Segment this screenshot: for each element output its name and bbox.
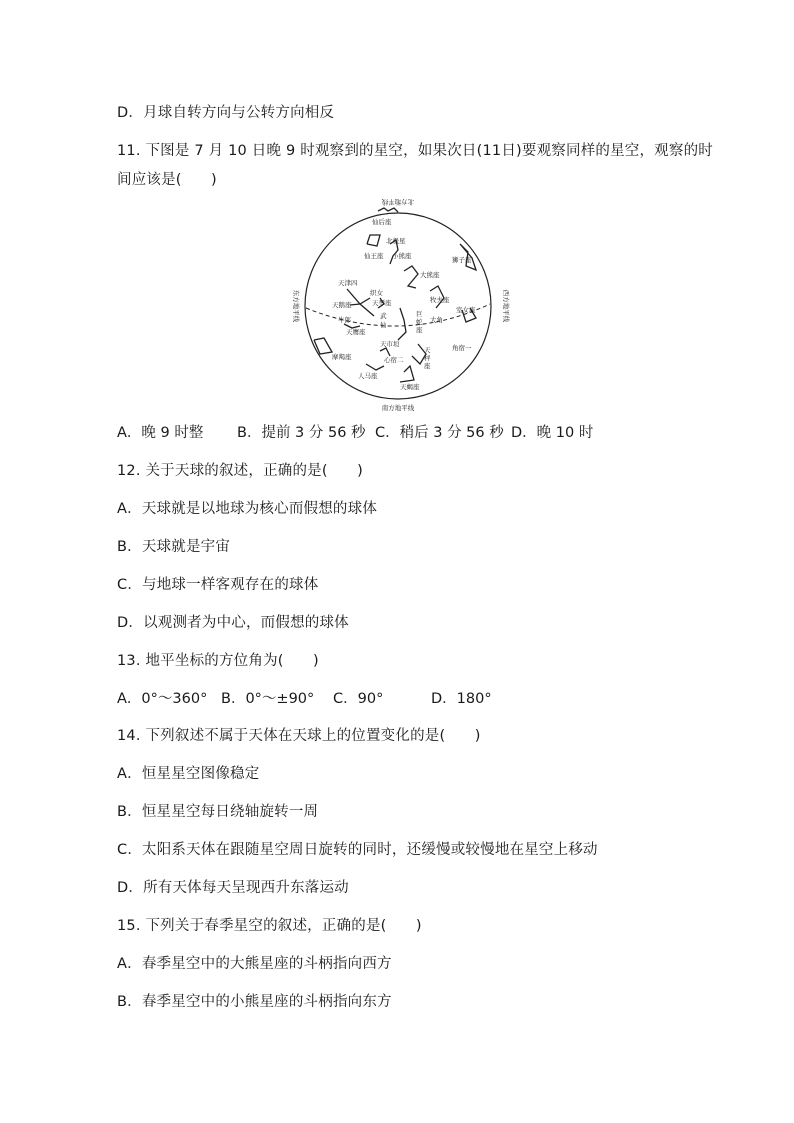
- q11-option-a[interactable]: A．晚 9 时整: [117, 425, 204, 441]
- q12-option-a[interactable]: A．天球就是以地球为核心而假想的球体: [117, 501, 378, 517]
- label-libra-1: 天: [424, 346, 431, 354]
- label-polaris: 北极星: [386, 237, 406, 245]
- q13-stem: 13. 地平坐标的方位角为( ): [117, 653, 319, 669]
- label-libra-3: 座: [424, 362, 431, 370]
- label-vega: 织女: [370, 289, 383, 297]
- label-sagittarius: 人马座: [358, 372, 378, 380]
- label-bootes: 牧夫座: [430, 296, 450, 304]
- q11-option-c[interactable]: C．稍后 3 分 56 秒: [375, 425, 504, 441]
- q12-option-d[interactable]: D．以观测者为中心，而假想的球体: [117, 615, 349, 631]
- star-map-diagram: [280, 196, 520, 414]
- label-aquila: 天鹰座: [346, 328, 366, 336]
- label-capricornus: 摩羯座: [332, 353, 352, 361]
- label-virgo: 室女座: [456, 306, 476, 314]
- east-horizon-label: 东方地平线: [292, 289, 300, 323]
- north-horizon-label: 北方地平线: [381, 198, 415, 206]
- q11-stem-line1: 11. 下图是 7 月 10 日晚 9 时观察到的星空，如果次日(11日)要观察同样的星空，观察的时: [117, 143, 713, 159]
- label-antares: 心宿二: [384, 356, 404, 364]
- south-horizon-label: 南方地平线: [381, 404, 415, 412]
- q10-option-d: D．月球自转方向与公转方向相反: [117, 105, 335, 121]
- q13-option-b[interactable]: B．0°～±90°: [221, 691, 315, 707]
- label-ursa-major: 大熊座: [420, 271, 440, 279]
- label-arcturus: 大角: [430, 316, 443, 324]
- label-deneb: 天津四: [338, 279, 358, 287]
- q12-option-c[interactable]: C．与地球一样客观存在的球体: [117, 577, 319, 593]
- q13-options: [117, 689, 492, 709]
- label-hercules-2: 仙: [380, 321, 387, 329]
- q15-stem: 15. 下列关于春季星空的叙述，正确的是( ): [117, 918, 422, 934]
- label-libra-2: 秤: [424, 354, 431, 362]
- q15-option-a[interactable]: A．春季星空中的大熊星座的斗柄指向西方: [117, 956, 392, 972]
- q11-stem-line2: 间应该是( ): [117, 172, 217, 188]
- label-scorpius: 天蝎座: [400, 383, 420, 391]
- q11-option-d[interactable]: D．晚 10 时: [511, 425, 594, 441]
- q13-option-d[interactable]: D．180°: [431, 691, 492, 707]
- q12-option-b[interactable]: B．天球就是宇宙: [117, 539, 231, 555]
- q14-option-a[interactable]: A．恒星星空图像稳定: [117, 766, 260, 782]
- label-spica: 角宿一: [452, 344, 472, 352]
- q13-option-c[interactable]: C．90°: [333, 691, 384, 707]
- label-hercules-1: 武: [380, 312, 387, 320]
- q11-options: [117, 423, 593, 443]
- label-leo: 狮子座: [452, 256, 472, 264]
- q11-option-b[interactable]: B．提前 3 分 56 秒: [237, 425, 366, 441]
- label-ursa-minor: 小熊座: [392, 252, 412, 260]
- label-altair: 牛郎: [338, 316, 351, 324]
- q14-option-c[interactable]: C．太阳系天体在跟随星空周日旋转的同时，还缓慢或较慢地在星空上移动: [117, 842, 598, 858]
- q14-option-d[interactable]: D．所有天体每天呈现西升东落运动: [117, 880, 349, 896]
- label-lyra: 天琴座: [372, 299, 392, 307]
- label-serpens-1: 巨: [416, 310, 423, 318]
- label-serpens-3: 座: [416, 326, 423, 334]
- q12-stem: 12. 关于天球的叙述，正确的是( ): [117, 463, 363, 479]
- label-cygnus: 天鹅座: [332, 301, 352, 309]
- q14-option-b[interactable]: B．恒星星空每日绕轴旋转一周: [117, 804, 319, 820]
- q13-option-a[interactable]: A．0°～360°: [117, 691, 208, 707]
- label-tianshi: 天市垣: [380, 340, 400, 348]
- west-horizon-label: 西方地平线: [502, 289, 510, 323]
- q15-option-b[interactable]: B．春季星空中的小熊星座的斗柄指向东方: [117, 994, 392, 1010]
- label-serpens-2: 蛇: [416, 318, 423, 326]
- label-cassiopeia: 仙后座: [372, 218, 392, 226]
- label-cepheus: 仙王座: [364, 252, 384, 260]
- q14-stem: 14. 下列叙述不属于天体在天球上的位置变化的是( ): [117, 728, 481, 744]
